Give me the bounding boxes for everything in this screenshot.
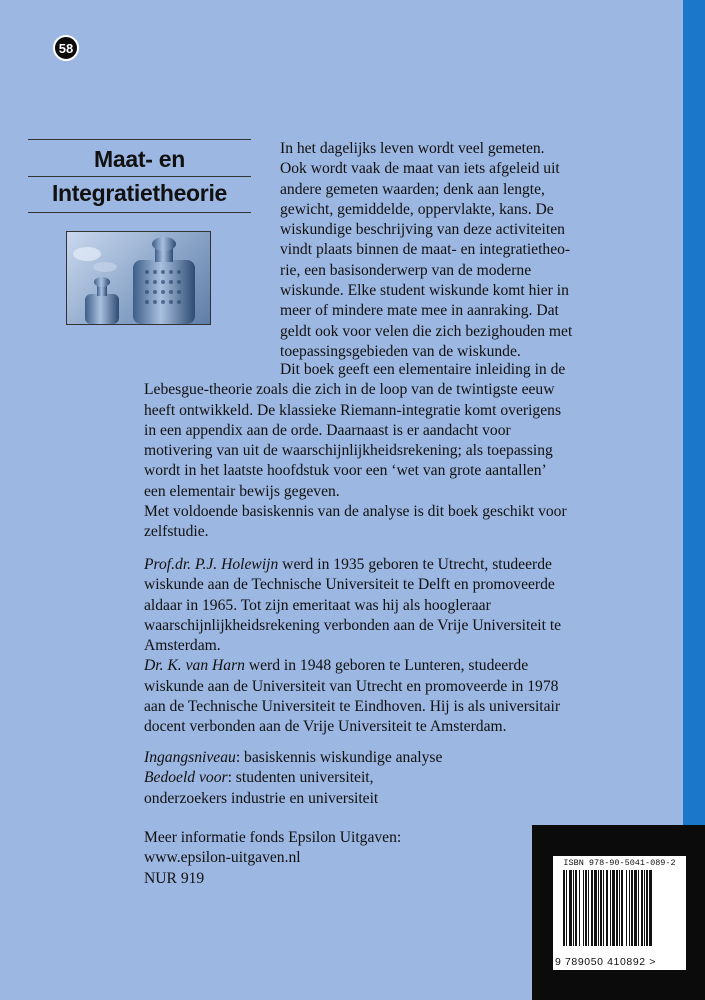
intro-paragraph — [280, 139, 600, 362]
isbn-barcode — [553, 856, 686, 970]
author-2-bio-line: werd in 1948 geboren te Lunteren, studeerde — [244, 657, 529, 675]
level-label: Ingangsniveau — [144, 749, 236, 766]
intro-line: andere gemeten waarden; denk aan lengte, — [280, 180, 545, 198]
author-2-bio-line: docent verbonden aan de Vrije Universiteit te Amsterdam. — [144, 718, 507, 736]
author-2-bio-line: aan de Technische Universiteit te Eindhoven. Hij is als universitair — [144, 698, 561, 716]
title-line-1: Maat- en — [94, 146, 185, 172]
info-line: Meer informatie fonds Epsilon Uitgaven: — [144, 829, 402, 846]
barcode-bars — [563, 870, 676, 946]
intro-line: Ook wordt vaak de maat van iets afgeleid uit — [280, 160, 560, 178]
lebesgue-paragraph — [144, 360, 624, 543]
level-value: : basiskennis wiskundige analyse — [235, 749, 443, 766]
intro-line: gewicht, gemiddelde, oppervlakte, kans. De — [280, 200, 554, 218]
lebesgue-line: zelfstudie. — [144, 523, 209, 541]
lebesgue-line: een elementair bewijs gegeven. — [144, 482, 340, 500]
author-1-bio-line: waarschijnlijkheidsrekening verbonden aan de Vrije Universiteit te — [144, 616, 562, 634]
intro-line: In het dagelijks leven wordt veel gemeten. — [280, 140, 545, 157]
lebesgue-line: motivering van uit de waarschijnlijkheidsrekening; als toepassing — [144, 442, 553, 460]
intro-line: vindt plaats binnen de maat- en integratietheo- — [280, 241, 571, 259]
nur-code: NUR 919 — [144, 869, 205, 887]
authors-paragraph — [144, 555, 624, 738]
lebesgue-line: heeft ontwikkeld. De klassieke Riemann-integratie komt overigens — [144, 401, 562, 419]
intro-line: wiskunde. Elke student wiskunde komt hier in — [280, 282, 569, 300]
audience-value: : studenten universiteit, — [227, 769, 374, 787]
title-line-2: Integratietheorie — [51, 180, 228, 206]
author-1-bio-line: aldaar in 1965. Tot zijn emeritaat was hij als hoogleraar — [144, 596, 491, 614]
website-link[interactable]: www.epsilon-uitgaven.nl — [144, 849, 301, 867]
author-2-name: Dr. K. van Harn — [144, 657, 245, 675]
lebesgue-line: wordt in het laatste hoofdstuk voor een ‘wet van grote aantallen’ — [144, 462, 547, 480]
book-title — [28, 139, 251, 213]
author-1-name: Prof.dr. P.J. Holewijn — [144, 556, 279, 573]
intro-line: wiskundige beschrijving van deze activiteiten — [280, 221, 565, 239]
audience-label: Bedoeld voor — [144, 769, 228, 787]
lebesgue-line: Lebesgue-theorie zoals die zich in de loop van de twintigste eeuw — [144, 381, 555, 399]
ean-digits: 9 789050 410892 > — [555, 956, 656, 968]
lebesgue-line: Met voldoende basiskennis van de analyse is dit boek geschikt voor — [144, 503, 567, 521]
series-number-badge: 58 — [53, 35, 79, 61]
author-2-bio-line: wiskunde aan de Universiteit van Utrecht en promoveerde in 1978 — [144, 677, 559, 695]
level-paragraph — [144, 748, 624, 809]
title-divider — [28, 176, 251, 177]
weights-photo — [66, 231, 211, 325]
author-1-bio-line: wiskunde aan de Technische Universiteit te Delft en promoveerde — [144, 576, 555, 594]
lebesgue-line: Dit boek geeft een elementaire inleiding in de — [280, 361, 566, 378]
intro-line: rie, een basisonderwerp van de moderne — [280, 261, 532, 279]
audience-value-2: onderzoekers industrie en universiteit — [144, 789, 379, 807]
lebesgue-line: in een appendix aan de orde. Daarnaast is er aandacht voor — [144, 421, 511, 439]
isbn-text: ISBN 978-90-5041-089-2 — [563, 858, 676, 868]
intro-line: meer of mindere mate mee in aanraking. Dat — [280, 302, 559, 320]
weights-illustration — [67, 232, 210, 324]
intro-line: geldt ook voor velen die zich bezighouden met — [280, 322, 573, 340]
author-1-bio-line: werd in 1935 geboren te Utrecht, studeerde — [278, 556, 552, 573]
author-1-bio-line: Amsterdam. — [144, 637, 221, 655]
intro-line: toepassingsgebieden van de wiskunde. — [280, 342, 521, 360]
